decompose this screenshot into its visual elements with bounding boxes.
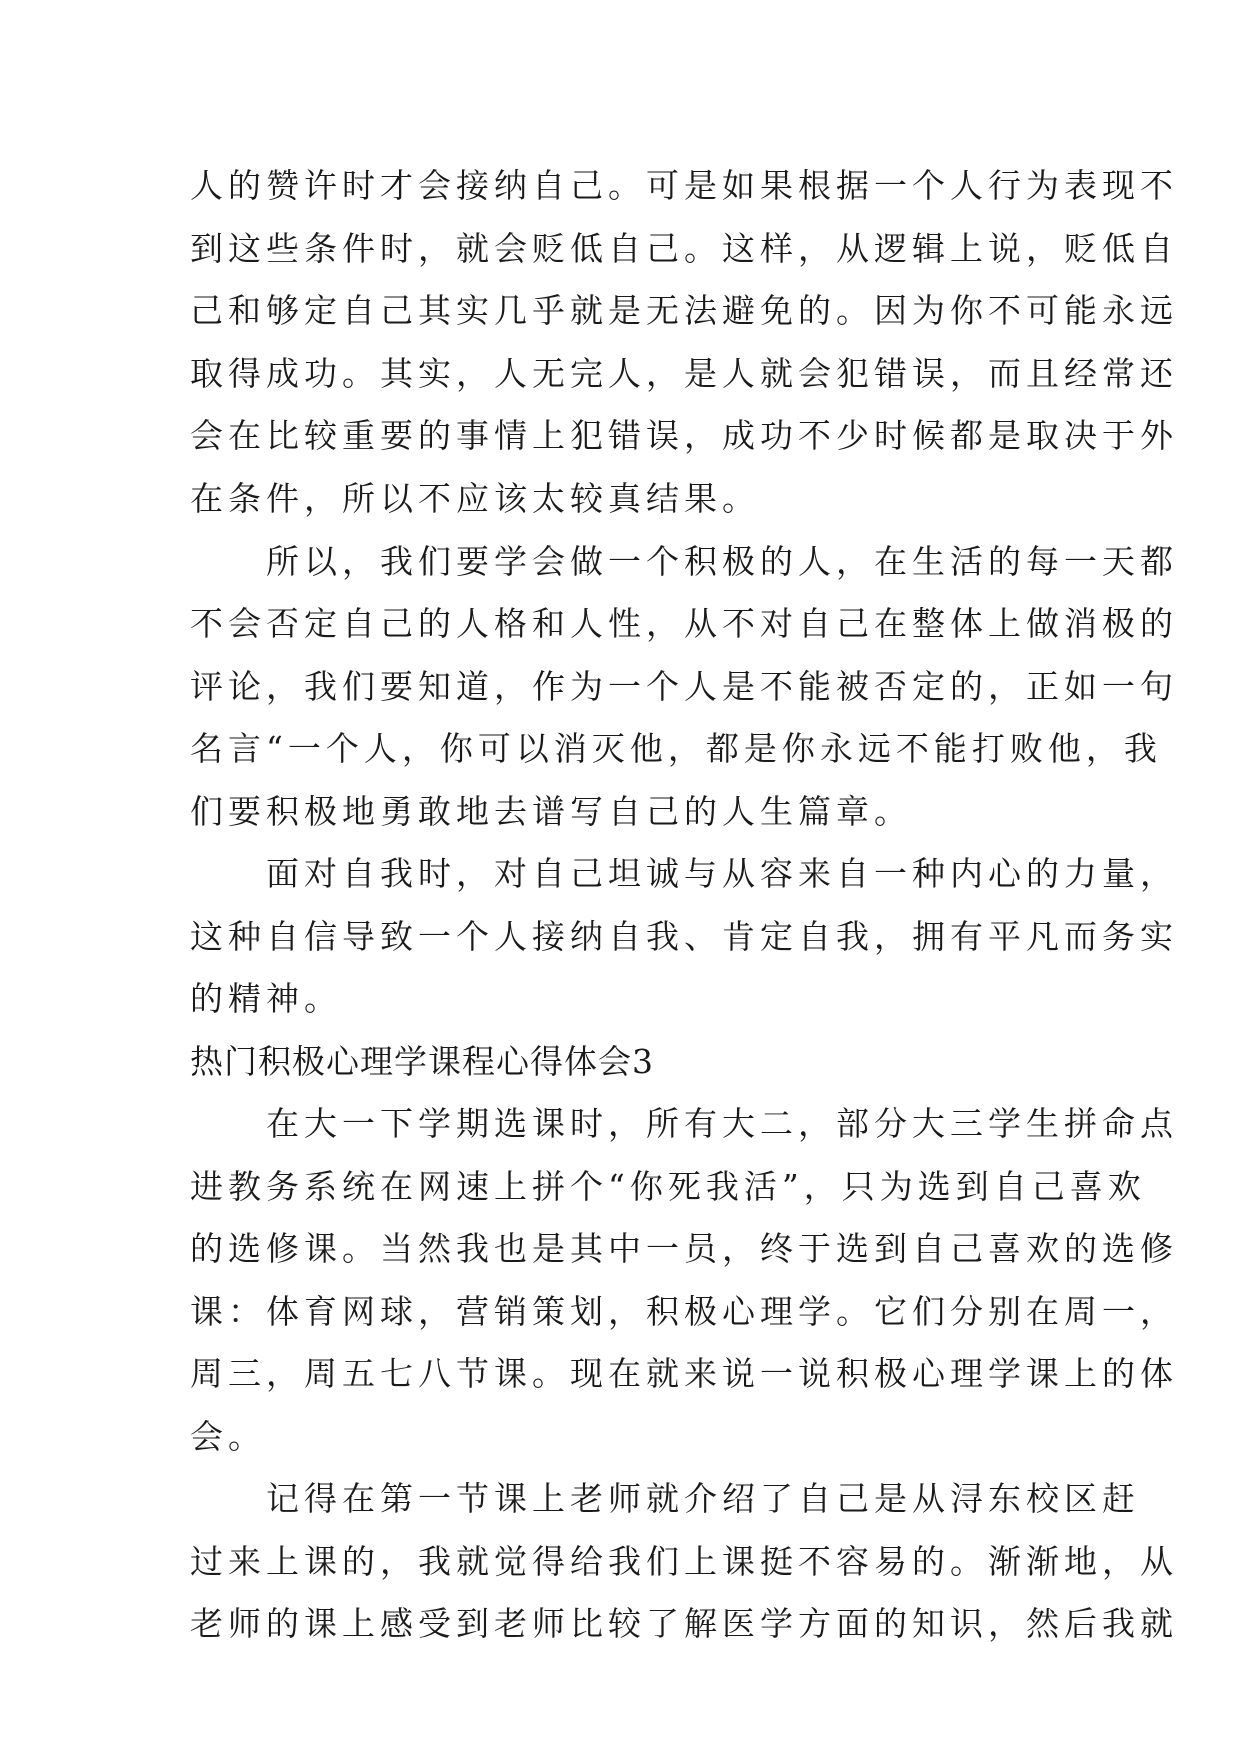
- text-line: 评论，我们要知道，作为一个人是不能被否定的，正如一句: [190, 667, 1178, 706]
- text-line: 会。: [190, 1417, 266, 1456]
- text-line: 在条件，所以不应该太较真结果。: [190, 479, 760, 518]
- text-line: 名言“一个人，你可以消灭他，都是你永远不能打败他，我: [190, 729, 1162, 768]
- text-line: 的选修课。当然我也是其中一员，终于选到自己喜欢的选修: [190, 1229, 1178, 1268]
- text-line: 在大一下学期选课时，所有大二，部分大三学生拼命点: [190, 1104, 1178, 1143]
- text-line: 们要积极地勇敢地去谱写自己的人生篇章。: [190, 792, 912, 831]
- text-line: 课：体育网球，营销策划，积极心理学。它们分别在周一，: [190, 1292, 1178, 1331]
- text-line: 面对自我时，对自己坦诚与从容来自一种内心的力量，: [190, 854, 1178, 893]
- text-line: 所以，我们要学会做一个积极的人，在生活的每一天都: [190, 542, 1178, 581]
- text-line: 取得成功。其实，人无完人，是人就会犯错误，而且经常还: [190, 354, 1178, 393]
- text-line: 到这些条件时，就会贬低自己。这样，从逻辑上说，贬低自: [190, 229, 1178, 268]
- text-line: 进教务系统在网速上拼个“你死我活”，只为选到自己喜欢: [190, 1167, 1146, 1206]
- text-line: 老师的课上感受到老师比较了解医学方面的知识，然后我就: [190, 1604, 1178, 1643]
- text-line: 这种自信导致一个人接纳自我、肯定自我，拥有平凡而务实: [190, 917, 1178, 956]
- text-line: 过来上课的，我就觉得给我们上课挺不容易的。渐渐地，从: [190, 1542, 1178, 1581]
- text-line: 的精神。: [190, 979, 342, 1018]
- text-line: 记得在第一节课上老师就介绍了自己是从浔东校区赶: [190, 1479, 1140, 1518]
- text-line: 己和够定自己其实几乎就是无法避免的。因为你不可能永远: [190, 291, 1178, 330]
- text-line: 会在比较重要的事情上犯错误，成功不少时候都是取决于外: [190, 416, 1178, 455]
- section-heading: 热门积极心理学课程心得体会3: [190, 1042, 654, 1081]
- text-line: 周三，周五七八节课。现在就来说一说积极心理学课上的体: [190, 1354, 1178, 1393]
- text-line: 不会否定自己的人格和人性，从不对自己在整体上做消极的: [190, 604, 1178, 643]
- text-line: 人的赞许时才会接纳自己。可是如果根据一个人行为表现不: [190, 166, 1178, 205]
